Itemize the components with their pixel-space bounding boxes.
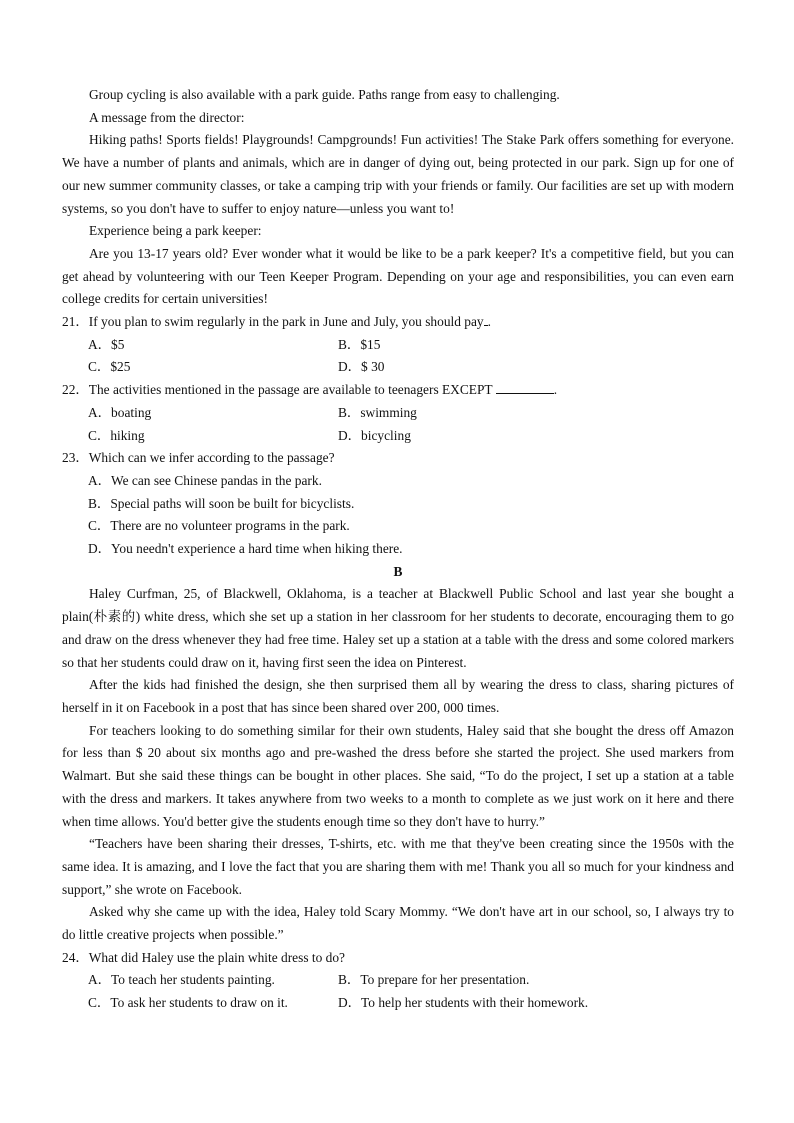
passage-a-paragraph-2: A message from the director:: [89, 109, 245, 125]
option-b: B．swimming: [338, 404, 417, 420]
option-c: C．To ask her students to draw on it.: [88, 995, 288, 1011]
question-22-end: .: [553, 382, 558, 398]
question-24-options-row-1: [62, 969, 734, 992]
passage-a-paragraph-5: Are you 13-17 years old? Ever wonder what it would be like to be a park keeper? It's a competitive field, but you can get ahead by volunteering with our Teen Keeper Program. Depending on your age and responsibilities, you can even earn college credits for certain universities!: [62, 245, 734, 307]
option-b: B．$15: [338, 336, 381, 352]
option-c: C．There are no volunteer programs in the park.: [88, 518, 350, 534]
option-b: B．Special paths will soon be built for bicyclists.: [88, 495, 355, 511]
question-22-options-row-2: [62, 425, 734, 448]
question-22-stem: 22．The activities mentioned in the passage are available to teenagers EXCEPT: [62, 382, 493, 398]
passage-b-paragraph-3: For teachers looking to do something similar for their own students, Haley said that she bought the dress off Amazon for less than $ 20 about six months ago and pre-washed the dress before she started the project. She used markers from Walmart. But she said these things can be bought in other places. She said, “To do the project, I set up a station at a table with the dress and markers. It takes anywhere from two weeks to a month to complete as we just work on it here and there when time allows. You'd better give the students enough time so they don't have to hurry.”: [62, 722, 734, 829]
option-d: D．To help her students with their homework.: [338, 995, 589, 1011]
passage-a-paragraph-4: Experience being a park keeper:: [89, 223, 262, 239]
answer-blank: [496, 381, 554, 394]
question-24-stem: 24．What did Haley use the plain white dress to do?: [62, 949, 345, 965]
option-b: B．To prepare for her presentation.: [338, 972, 530, 988]
passage-a-paragraph-1: Group cycling is also available with a park guide. Paths range from easy to challenging.: [89, 87, 560, 102]
section-b-heading: B: [393, 563, 403, 579]
question-22-options-row-1: [62, 402, 734, 425]
option-a: A．boating: [88, 404, 152, 420]
passage-b-paragraph-1: Haley Curfman, 25, of Blackwell, Oklahoma, is a teacher at Blackwell Public School and last year she bought a plain(朴素的) white dress, which she set up a station in her classroom for her students to decorate, encouraging them to go and draw on the dress whenever they had free time. Haley set up a station at a table with the dress and some colored markers so that her students could draw on it, having first seen the idea on Pinterest.: [62, 586, 734, 670]
question-21-options-row-1: [62, 334, 734, 357]
question-21-stem: 21．If you plan to swim regularly in the park in June and July, you should pay: [62, 314, 484, 330]
question-21-end: .: [487, 314, 491, 330]
question-22: [62, 379, 734, 402]
option-a: A．We can see Chinese pandas in the park.: [88, 472, 322, 488]
option-d: D．You needn't experience a hard time when hiking there.: [88, 541, 403, 557]
option-c: C．$25: [88, 359, 131, 375]
question-23-stem: 23．Which can we infer according to the passage?: [62, 450, 335, 466]
option-a: A．$5: [88, 336, 125, 352]
passage-b-paragraph-2: After the kids had finished the design, she then surprised them all by wearing the dress to class, sharing pictures of herself in it on Facebook in a post that has since been shared over 200, 000 times.: [62, 677, 734, 715]
question-24-options-row-2: [62, 992, 734, 1015]
option-a: A．To teach her students painting.: [88, 972, 275, 988]
option-d: D．bicycling: [338, 427, 411, 443]
option-d: D．$ 30: [338, 359, 385, 375]
page-content: [62, 84, 734, 1015]
question-21: [62, 311, 734, 334]
question-21-options-row-2: [62, 356, 734, 379]
option-c: C．hiking: [88, 427, 145, 443]
passage-b-paragraph-4: “Teachers have been sharing their dresses, T-shirts, etc. with me that they've been creating since the 1950s with the same idea. It is amazing, and I love the fact that you are sharing them with me! Thank you all so much for your kindness and support,” she wrote on Facebook.: [62, 836, 734, 897]
passage-a-paragraph-3: Hiking paths! Sports fields! Playgrounds! Campgrounds! Fun activities! The Stake Park offers something for everyone. We have a number of plants and animals, which are in danger of dying out, being protected in our park. Sign up for one of our new summer community classes, or take a camping trip with your friends or family. Our facilities are set up with modern systems, so you don't have to suffer to enjoy nature—unless you want to!: [62, 132, 734, 216]
passage-b-paragraph-5: Asked why she came up with the idea, Haley told Scary Mommy. “We don't have art in our school, so, I always try to do little creative projects when possible.”: [62, 904, 734, 943]
